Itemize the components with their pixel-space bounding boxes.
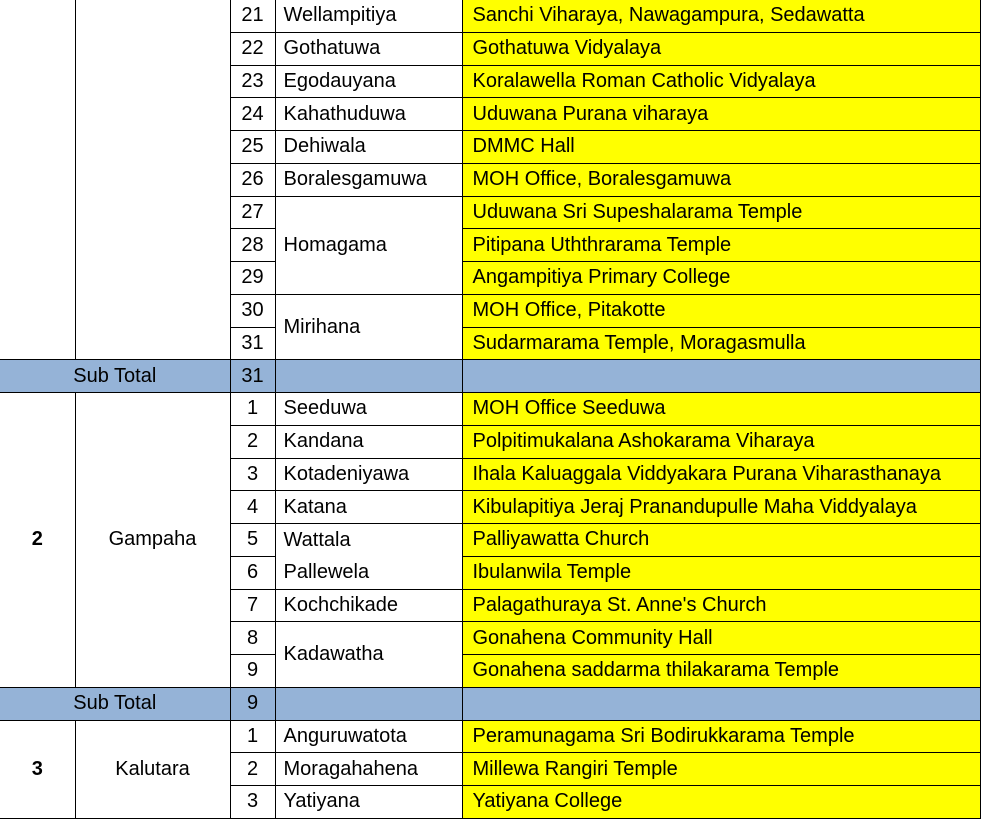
moh-area: Kotadeniyawa [275, 458, 462, 491]
centre-location: DMMC Hall [462, 131, 980, 164]
centre-location: Sanchi Viharaya, Nawagampura, Sedawatta [462, 0, 980, 32]
row-number: 28 [230, 229, 275, 262]
row-number: 1 [230, 393, 275, 426]
subtotal-label: Sub Total [0, 360, 230, 393]
centre-location: Angampitiya Primary College [462, 262, 980, 295]
subtotal-row [0, 360, 980, 393]
centre-location: Peramunagama Sri Bodirukkarama Temple [462, 720, 980, 753]
row-number: 31 [230, 327, 275, 360]
moh-area: Egodauyana [275, 65, 462, 98]
centre-location: Ihala Kaluaggala Viddyakara Purana Viharasthanaya [462, 458, 980, 491]
centre-location: Koralawella Roman Catholic Vidyalaya [462, 65, 980, 98]
centre-location: Sudarmarama Temple, Moragasmulla [462, 327, 980, 360]
row-number: 27 [230, 196, 275, 229]
centre-location: Uduwana Purana viharaya [462, 98, 980, 131]
table-row [0, 720, 980, 753]
row-number: 21 [230, 0, 275, 32]
row-number: 2 [230, 425, 275, 458]
centre-location: Yatiyana College [462, 786, 980, 819]
centre-location: Palliyawatta Church [462, 524, 980, 557]
row-number: 4 [230, 491, 275, 524]
moh-area: Kochchikade [275, 589, 462, 622]
moh-area: Kahathuduwa [275, 98, 462, 131]
moh-area: Wellampitiya [275, 0, 462, 32]
moh-area: Seeduwa [275, 393, 462, 426]
row-number: 8 [230, 622, 275, 655]
subtotal-label: Sub Total [0, 687, 230, 720]
row-number: 25 [230, 131, 275, 164]
subtotal-value: 9 [230, 687, 275, 720]
row-number: 26 [230, 163, 275, 196]
moh-area: Gothatuwa [275, 32, 462, 65]
moh-area: Kandana [275, 425, 462, 458]
moh-area: Moragahahena [275, 753, 462, 786]
subtotal-empty [462, 360, 980, 393]
centre-location: Ibulanwila Temple [462, 556, 980, 589]
moh-area: Boralesgamuwa [275, 163, 462, 196]
moh-area: Pallewela [275, 556, 462, 589]
row-number: 24 [230, 98, 275, 131]
row-number: 5 [230, 524, 275, 557]
moh-area: Katana [275, 491, 462, 524]
centre-location: Pitipana Uththrarama Temple [462, 229, 980, 262]
centre-location: Uduwana Sri Supeshalarama Temple [462, 196, 980, 229]
table-row [0, 393, 980, 426]
centre-location: Gonahena Community Hall [462, 622, 980, 655]
district-index: 2 [0, 393, 75, 688]
subtotal-empty [275, 360, 462, 393]
centre-location: Gonahena saddarma thilakarama Temple [462, 655, 980, 688]
district-index-cell [0, 0, 75, 360]
subtotal-row [0, 687, 980, 720]
row-number: 1 [230, 720, 275, 753]
moh-area: Mirihana [275, 294, 462, 360]
district-name-cell [75, 0, 230, 360]
district-name: Gampaha [75, 393, 230, 688]
moh-area: Anguruwatota [275, 720, 462, 753]
subtotal-value: 31 [230, 360, 275, 393]
moh-area: Homagama [275, 196, 462, 294]
row-number: 9 [230, 655, 275, 688]
centre-location: MOH Office, Boralesgamuwa [462, 163, 980, 196]
subtotal-empty [275, 687, 462, 720]
district-index: 3 [0, 720, 75, 818]
row-number: 2 [230, 753, 275, 786]
centre-location: Gothatuwa Vidyalaya [462, 32, 980, 65]
row-number: 22 [230, 32, 275, 65]
district-name: Kalutara [75, 720, 230, 818]
moh-area: Wattala [275, 524, 462, 557]
subtotal-empty [462, 687, 980, 720]
row-number: 3 [230, 458, 275, 491]
centre-location: Polpitimukalana Ashokarama Viharaya [462, 425, 980, 458]
row-number: 29 [230, 262, 275, 295]
centre-location: Palagathuraya St. Anne's Church [462, 589, 980, 622]
moh-area: Dehiwala [275, 131, 462, 164]
row-number: 3 [230, 786, 275, 819]
moh-area: Kadawatha [275, 622, 462, 688]
row-number: 7 [230, 589, 275, 622]
moh-area: Yatiyana [275, 786, 462, 819]
centre-location: MOH Office, Pitakotte [462, 294, 980, 327]
row-number: 30 [230, 294, 275, 327]
centre-location: MOH Office Seeduwa [462, 393, 980, 426]
centre-location: Millewa Rangiri Temple [462, 753, 980, 786]
row-number: 23 [230, 65, 275, 98]
row-number: 6 [230, 556, 275, 589]
centre-location: Kibulapitiya Jeraj Pranandupulle Maha Viddyalaya [462, 491, 980, 524]
table-row [0, 0, 980, 32]
